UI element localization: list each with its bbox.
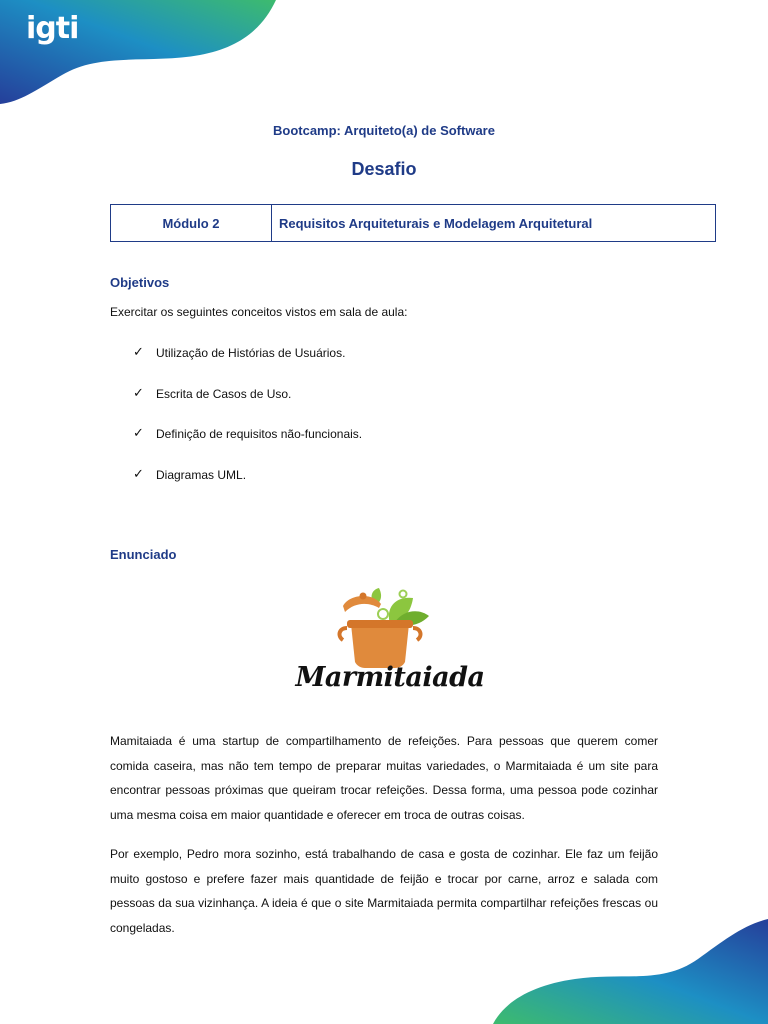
- page-title: Desafio: [351, 159, 417, 179]
- cooking-pot-icon: [315, 584, 465, 669]
- statement-paragraph: Mamitaiada é uma startup de compartilhamento de refeições. Para pessoas que querem comer comida caseira, mas não tem tempo de preparar muitas variedades, o Marmitaiada é um site para encontrar pessoas próximas que queiram trocar refeições. Dessa forma, uma pessoa pode cozinhar uma mesma coisa em maior quantidade e oferecer em troca de outras coisas.: [110, 734, 658, 822]
- list-item: [133, 385, 362, 426]
- objective-text: Definição de requisitos não-funcionais.: [156, 427, 363, 442]
- marmitaiada-wordmark: Marmitaiada: [295, 662, 485, 693]
- marmitaiada-logo: [290, 584, 490, 699]
- bootcamp-subtitle: Bootcamp: Arquiteto(a) de Software: [273, 123, 495, 138]
- module-topic: Requisitos Arquiteturais e Modelagem Arquitetural: [279, 215, 593, 231]
- objectives-intro: Exercitar os seguintes conceitos vistos em sala de aula:: [110, 305, 408, 319]
- checkmark-icon: ✓: [133, 345, 144, 360]
- objective-text: Utilização de Histórias de Usuários.: [156, 346, 346, 360]
- objective-text: Escrita de Casos de Uso.: [156, 386, 292, 401]
- objectives-heading: Objetivos: [110, 275, 170, 290]
- objectives-list: [133, 344, 362, 507]
- module-table: [110, 204, 716, 242]
- list-item: [133, 344, 362, 385]
- list-item: [133, 466, 362, 507]
- igti-logo: igti: [26, 11, 79, 46]
- checkmark-icon: ✓: [133, 467, 144, 483]
- checkmark-icon: ✓: [133, 426, 144, 442]
- checkmark-icon: ✓: [133, 385, 144, 401]
- list-item: [133, 425, 362, 466]
- statement-paragraph: Por exemplo, Pedro mora sozinho, está trabalhando de casa e gosta de cozinhar. Ele faz um feijão muito gostoso e prefere fazer mais quantidade de feijão e trocar por carne, arroz e salada com pessoas da sua vizinhança. A ideia é que o site Marmitaiada permita compartilhar refeições frescas ou congeladas.: [110, 847, 658, 935]
- module-number: Módulo 2: [111, 205, 272, 241]
- objective-text: Diagramas UML.: [156, 468, 247, 483]
- statement-heading: Enunciado: [110, 547, 177, 562]
